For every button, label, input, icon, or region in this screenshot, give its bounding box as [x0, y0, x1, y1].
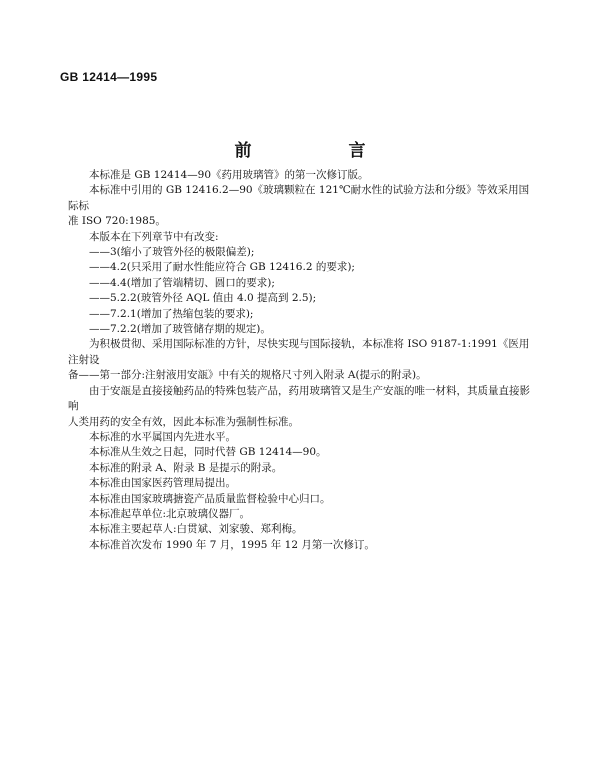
paragraph: 本标准从生效之日起，同时代替 GB 12414—90。	[89, 446, 327, 459]
paragraph-continuation: 准 ISO 720:1985。	[68, 215, 166, 228]
paragraph: 为积极贯彻、采用国际标准的方针，尽快实现与国际接轨，本标准将 ISO 9187-1:1991《医用注射设	[68, 338, 530, 366]
paragraph-continuation: 备——第一部分:注射液用安瓿》中有关的规格尺寸列入附录 A(提示的附录)。	[68, 369, 427, 382]
paragraph: 本标准主要起草人:白贯斌、刘家骏、郑利梅。	[89, 523, 303, 536]
change-item: ——3(缩小了玻管外径的极限偏差);	[89, 246, 255, 259]
standard-number: GB 12414—1995	[60, 70, 158, 84]
foreword-body	[68, 168, 538, 553]
paragraph: 本标准的附录 A、附录 B 是提示的附录。	[89, 461, 283, 474]
change-item: ——7.2.1(增加了热缩包装的要求);	[89, 307, 254, 320]
change-item: ——4.2(只采用了耐水性能应符合 GB 12416.2 的要求);	[89, 261, 355, 274]
paragraph: 本标准起草单位:北京玻璃仪器厂。	[89, 507, 251, 520]
paragraph: 本标准首次发布 1990 年 7 月，1995 年 12 月第一次修订。	[89, 538, 375, 551]
paragraph: 本标准由国家医药管理局提出。	[89, 477, 236, 490]
paragraph: 本标准由国家玻璃搪瓷产品质量监督检验中心归口。	[89, 492, 331, 505]
paragraph: 本标准是 GB 12414—90《药用玻璃管》的第一次修订版。	[89, 169, 369, 181]
paragraph: 由于安瓿是直接接触药品的特殊包装产品，药用玻璃管又是生产安瓿的唯一材料，其质量直接影响	[68, 384, 530, 413]
paragraph: 本版本在下列章节中有改变:	[89, 230, 219, 243]
change-item: ——5.2.2(玻管外径 AQL 值由 4.0 提高到 2.5);	[89, 292, 317, 305]
change-item: ——7.2.2(增加了玻管储存期的规定)。	[89, 323, 271, 336]
paragraph: 本标准中引用的 GB 12416.2—90《玻璃颗粒在 121℃耐水性的试验方法和分级》等效采用国际标	[68, 184, 530, 212]
paragraph: 本标准的水平属国内先进水平。	[89, 430, 236, 443]
paragraph-continuation: 人类用药的安全有效，因此本标准为强制性标准。	[68, 415, 299, 428]
change-item: ——4.4(增加了管端精切、圆口的要求);	[89, 276, 275, 289]
page-title: 前 言	[234, 141, 406, 161]
